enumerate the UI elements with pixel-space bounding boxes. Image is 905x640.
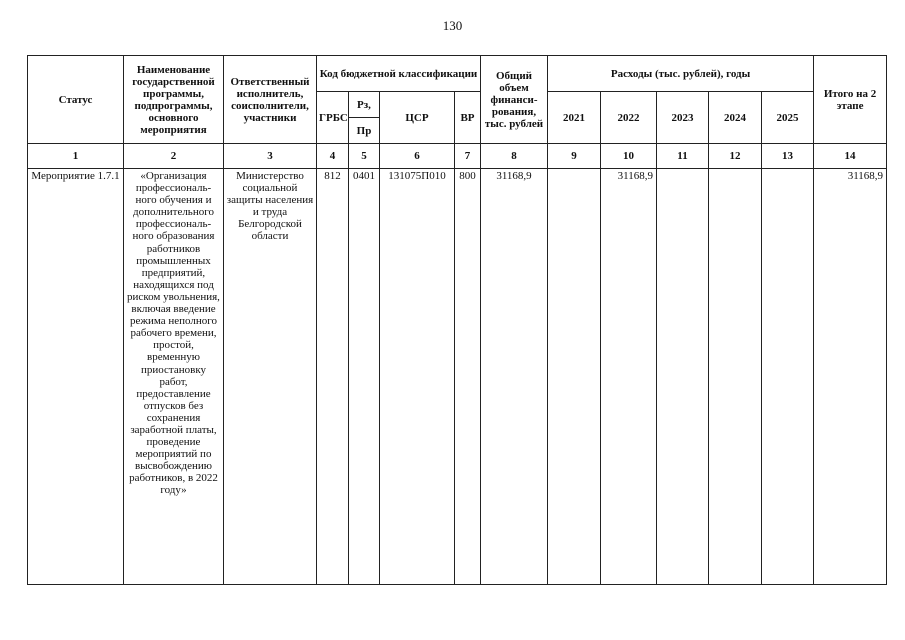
- column-number: 6: [380, 144, 455, 169]
- column-number: 9: [548, 144, 601, 169]
- column-number: 2: [124, 144, 224, 169]
- column-number: 4: [317, 144, 349, 169]
- header-rz: Рз,: [349, 92, 380, 118]
- row-2025: [762, 169, 814, 585]
- header-pr: Пр: [349, 118, 380, 144]
- column-number-row: [28, 144, 887, 169]
- row-total: 31168,9: [481, 169, 548, 585]
- row-stage-total: 31168,9: [814, 169, 887, 585]
- header-budget-code: Код бюджетной классификации: [317, 56, 481, 92]
- header-status: Статус: [28, 56, 124, 144]
- header-total-funding: Общий объем финанси-рования, тыс. рублей: [481, 56, 548, 144]
- row-2022: 31168,9: [601, 169, 657, 585]
- row-2021: [548, 169, 601, 585]
- table-row: [28, 169, 887, 585]
- column-number: 5: [349, 144, 380, 169]
- column-number: 12: [709, 144, 762, 169]
- header-year-2025: 2025: [762, 92, 814, 144]
- row-2023: [657, 169, 709, 585]
- column-number: 3: [224, 144, 317, 169]
- header-year-2021: 2021: [548, 92, 601, 144]
- header-stage-total: Итого на 2 этапе: [814, 56, 887, 144]
- row-status: Мероприятие 1.7.1: [28, 169, 124, 585]
- row-grbs: 812: [317, 169, 349, 585]
- header-csr: ЦСР: [380, 92, 455, 144]
- row-csr: 131075П010: [380, 169, 455, 585]
- column-number: 10: [601, 144, 657, 169]
- column-number: 11: [657, 144, 709, 169]
- header-expenses: Расходы (тыс. рублей), годы: [548, 56, 814, 92]
- row-rzpr: 0401: [349, 169, 380, 585]
- budget-table: [27, 55, 887, 585]
- header-grbs: ГРБС: [317, 92, 349, 144]
- header-program-name: Наименование государственной программы, подпрограммы, основного мероприятия: [124, 56, 224, 144]
- column-number: 13: [762, 144, 814, 169]
- row-vr: 800: [455, 169, 481, 585]
- row-responsible: Министерство социальной защиты населения и труда Белгородской области: [224, 169, 317, 585]
- page-number: 130: [442, 18, 463, 33]
- column-number: 8: [481, 144, 548, 169]
- header-year-2024: 2024: [709, 92, 762, 144]
- column-number: 14: [814, 144, 887, 169]
- row-name: «Организация профессиональ-ного обучения и дополнительного профессиональ-ного образования работников промышленных предприятий, находящихся под риском увольнения, включая введение режима неполного рабочего времени, простой, временную приостановку работ, предоставление отпусков без сохранения заработной платы, проведение мероприятий по высвобождению работников, в 2022 году»: [124, 169, 224, 585]
- header-vr: ВР: [455, 92, 481, 144]
- header-responsible: Ответственный исполнитель, соисполнители, участники: [224, 56, 317, 144]
- column-number: 1: [28, 144, 124, 169]
- row-2024: [709, 169, 762, 585]
- header-year-2023: 2023: [657, 92, 709, 144]
- column-number: 7: [455, 144, 481, 169]
- header-year-2022: 2022: [601, 92, 657, 144]
